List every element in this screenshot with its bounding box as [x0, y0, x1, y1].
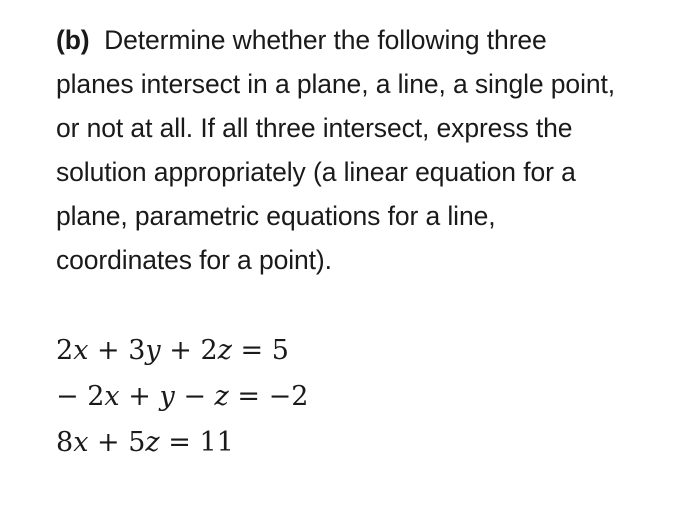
equation-2: − 2x + y − z = −2	[56, 381, 309, 412]
problem-line-1	[56, 18, 686, 62]
equation-3: 8x + 5z = 11	[56, 427, 234, 458]
part-label: (b)	[56, 25, 90, 55]
problem-statement	[56, 18, 686, 282]
problem-text-line: Determine whether the following three	[104, 25, 547, 55]
problem-text-line: plane, parametric equations for a line,	[56, 201, 496, 231]
equation-system	[56, 328, 308, 466]
problem-text-line: solution appropriately (a linear equation for a	[56, 157, 576, 187]
problem-text-line: coordinates for a point).	[56, 245, 332, 275]
equation-1: 2x + 3y + 2z = 5	[56, 335, 289, 366]
problem-text-line: planes intersect in a plane, a line, a single point,	[56, 69, 616, 99]
problem-text-line: or not at all. If all three intersect, express the	[56, 113, 573, 143]
